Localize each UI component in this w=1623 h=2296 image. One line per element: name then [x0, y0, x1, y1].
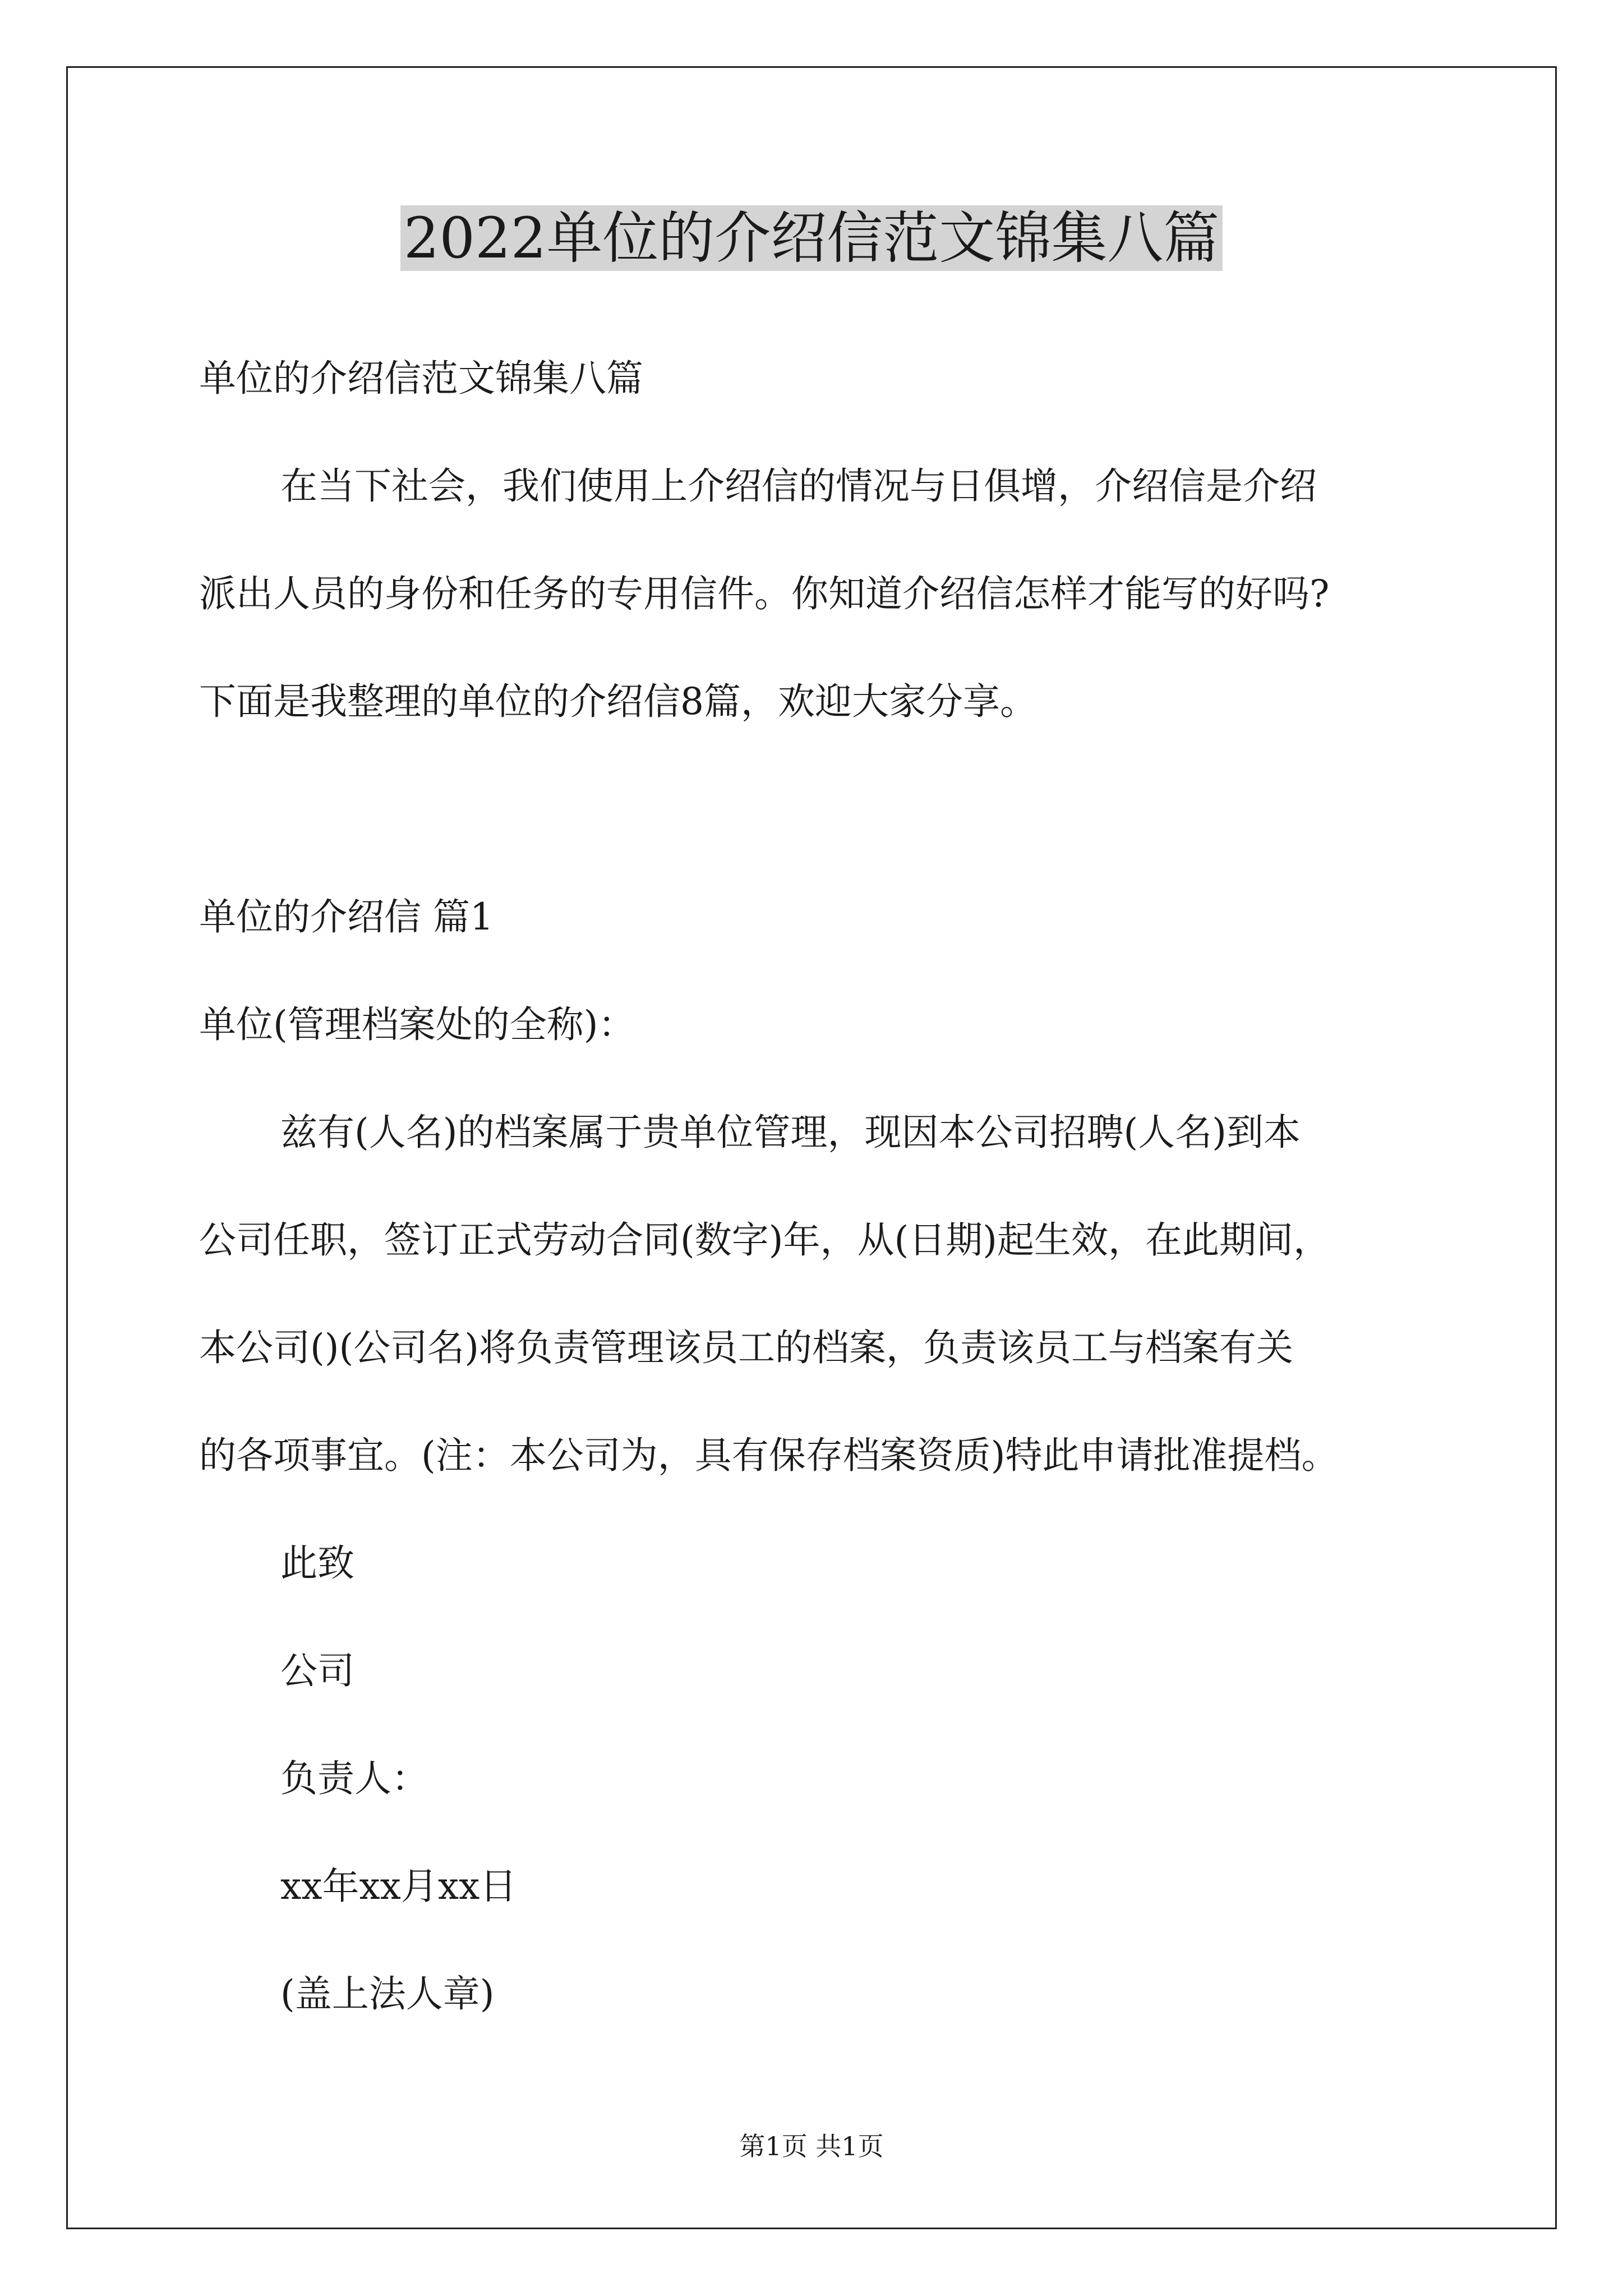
responsible-person: 负责人：: [280, 1757, 428, 1800]
intro-line-1: 在当下社会，我们使用上介绍信的情况与日俱增，介绍信是介绍: [280, 464, 1317, 508]
document-body: [199, 348, 1489, 2071]
date: xx年xx月xx日: [280, 1865, 517, 1908]
intro-line-3: 下面是我整理的单位的介绍信8篇，欢迎大家分享。: [199, 680, 1037, 723]
subtitle: 单位的介绍信范文锦集八篇: [199, 357, 643, 400]
page-footer: 第1页 共1页: [739, 2131, 884, 2161]
document-title-text: 2022单位的介绍信范文锦集八篇: [400, 205, 1223, 271]
salutation: 单位(管理档案处的全称)：: [199, 1003, 635, 1046]
document-title: [0, 202, 1623, 275]
closing: 此致: [280, 1542, 354, 1585]
seal-note: (盖上法人章): [280, 1972, 495, 2016]
body-line-2: 公司任职，签订正式劳动合同(数字)年，从(日期)起生效，在此期间，: [199, 1218, 1330, 1262]
company: 公司: [280, 1649, 354, 1692]
section-heading: 单位的介绍信 篇1: [199, 895, 494, 938]
body-line-3: 本公司()(公司名)将负责管理该员工的档案，负责该员工与档案有关: [199, 1326, 1293, 1369]
body-line-4: 的各项事宜。(注：本公司为，具有保存档案资质)特此申请批准提档。: [199, 1434, 1339, 1477]
body-line-1: 兹有(人名)的档案属于贵单位管理，现因本公司招聘(人名)到本: [280, 1111, 1301, 1154]
intro-line-2: 派出人员的身份和任务的专用信件。你知道介绍信怎样才能写的好吗?: [199, 572, 1330, 615]
